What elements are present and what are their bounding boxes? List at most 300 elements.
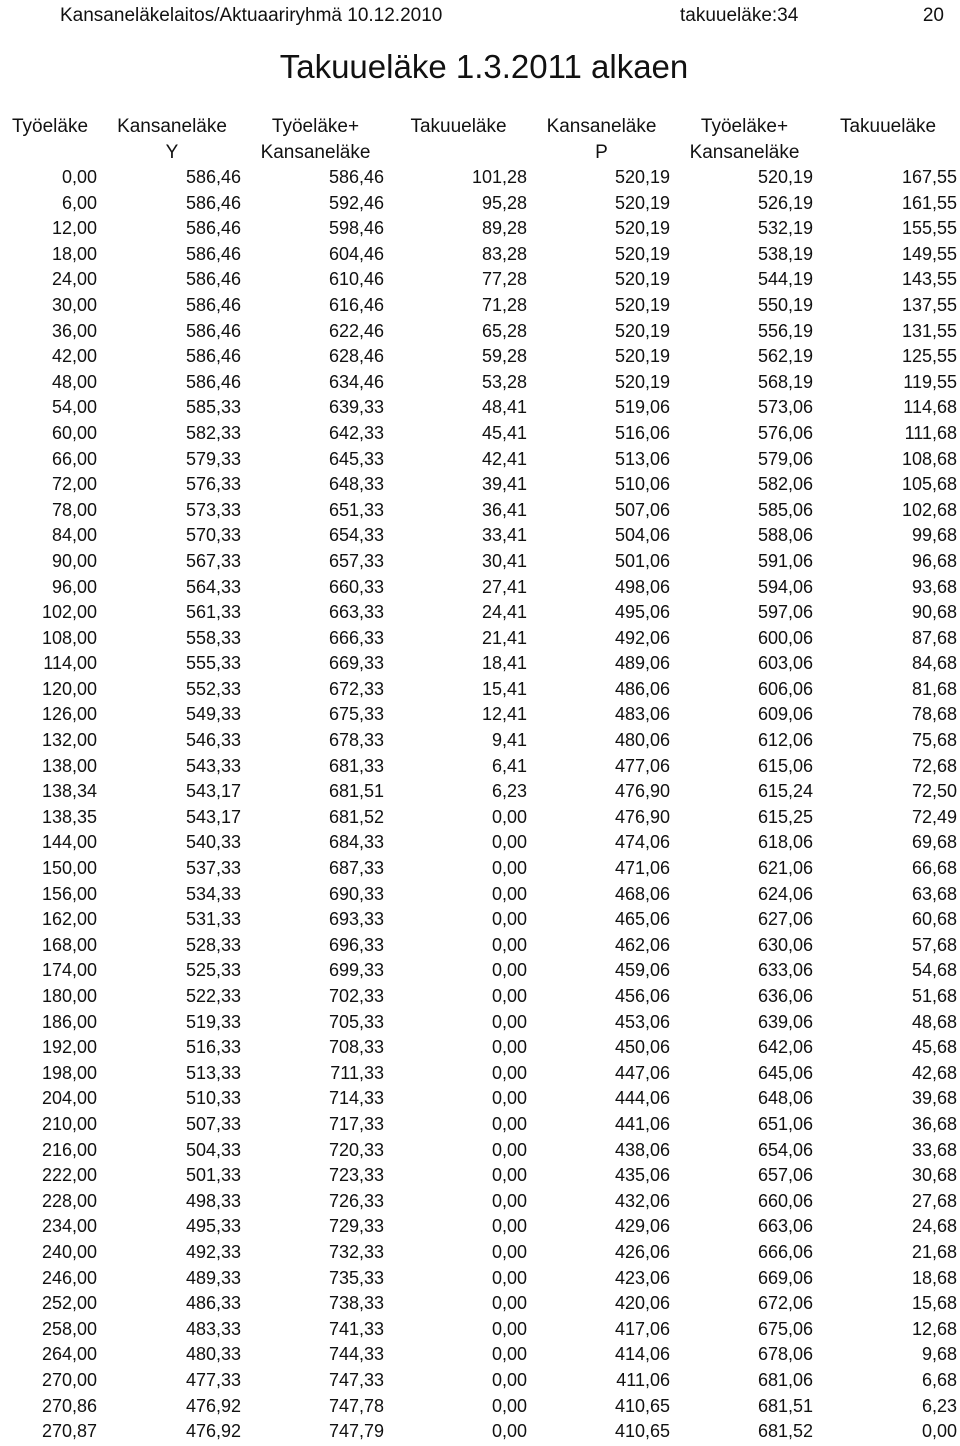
table-cell: 66,68: [911, 858, 957, 879]
table-cell: 53,28: [481, 371, 527, 392]
table-cell: 465,06: [614, 909, 670, 930]
table-cell: 586,46: [185, 218, 241, 239]
table-cell: 648,33: [328, 474, 384, 495]
table-cell: 42,00: [51, 346, 97, 367]
table-cell: 520,19: [614, 320, 670, 341]
table-cell: 0,00: [491, 1165, 527, 1186]
table-cell: 501,33: [185, 1165, 241, 1186]
table-row: [0, 472, 960, 498]
table-cell: 520,19: [757, 167, 813, 187]
table-cell: 510,06: [614, 474, 670, 495]
table-cell: 576,33: [185, 474, 241, 495]
table-row: [0, 830, 960, 856]
table-cell: 525,33: [185, 960, 241, 981]
column-subheader: P: [595, 142, 608, 163]
table-row: [0, 1419, 960, 1445]
table-cell: 591,06: [757, 550, 813, 571]
table-row: [0, 1086, 960, 1112]
table-cell: 438,06: [614, 1139, 670, 1160]
table-cell: 604,46: [328, 243, 384, 264]
table-cell: 168,00: [41, 934, 97, 955]
table-cell: 747,79: [328, 1421, 384, 1442]
table-cell: 447,06: [614, 1062, 670, 1083]
table-cell: 609,06: [757, 704, 813, 725]
table-cell: 476,90: [614, 806, 670, 827]
table-row: [0, 1266, 960, 1292]
table-cell: 90,00: [51, 550, 97, 571]
table-cell: 579,33: [185, 448, 241, 469]
table-cell: 477,33: [185, 1369, 241, 1390]
table-cell: 492,33: [185, 1241, 241, 1262]
table-cell: 624,06: [757, 883, 813, 904]
table-cell: 483,33: [185, 1318, 241, 1339]
table-cell: 15,68: [911, 1293, 957, 1314]
table-cell: 102,00: [41, 602, 97, 623]
table-cell: 654,33: [328, 525, 384, 546]
table-cell: 732,33: [328, 1241, 384, 1262]
table-cell: 89,28: [481, 218, 527, 239]
table-cell: 651,33: [328, 499, 384, 520]
table-cell: 639,33: [328, 397, 384, 418]
table-row: [0, 651, 960, 677]
table-cell: 586,46: [185, 243, 241, 264]
table-cell: 492,06: [614, 627, 670, 648]
table-cell: 726,33: [328, 1190, 384, 1211]
table-cell: 0,00: [491, 1369, 527, 1390]
table-cell: 119,55: [903, 371, 957, 392]
table-cell: 0,00: [491, 1088, 527, 1109]
table-cell: 72,50: [911, 781, 957, 802]
table-cell: 65,28: [481, 320, 527, 341]
table-cell: 114,00: [43, 653, 97, 674]
table-cell: 567,33: [185, 550, 241, 571]
table-cell: 681,51: [328, 781, 384, 802]
table-cell: 143,55: [901, 269, 957, 290]
table-row: [0, 933, 960, 959]
table-cell: 0,00: [491, 806, 527, 827]
table-cell: 180,00: [41, 986, 97, 1006]
table-cell: 639,06: [757, 1011, 813, 1032]
table-cell: 663,06: [757, 1216, 813, 1237]
table-cell: 78,00: [51, 499, 97, 520]
column-header: Työeläke+: [271, 116, 360, 137]
table-cell: 0,00: [921, 1421, 957, 1442]
table-cell: 0,00: [61, 167, 97, 187]
table-row: [0, 600, 960, 626]
table-cell: 489,06: [614, 653, 670, 674]
table-cell: 456,06: [614, 986, 670, 1006]
table-cell: 657,06: [757, 1165, 813, 1186]
table-cell: 432,06: [614, 1190, 670, 1211]
table-cell: 270,87: [41, 1421, 97, 1442]
table-cell: 540,33: [185, 832, 241, 853]
table-cell: 204,00: [41, 1088, 97, 1109]
table-cell: 549,33: [185, 704, 241, 725]
column-subheader: Y: [165, 142, 179, 163]
table-cell: 735,33: [328, 1267, 384, 1288]
table-cell: 507,33: [185, 1113, 241, 1134]
table-cell: 628,46: [328, 346, 384, 367]
table-cell: 96,00: [51, 576, 97, 597]
table-cell: 120,00: [41, 678, 97, 699]
table-cell: 606,06: [757, 678, 813, 699]
table-cell: 675,06: [757, 1318, 813, 1339]
table-cell: 0,00: [491, 1190, 527, 1211]
table-cell: 93,68: [911, 576, 957, 597]
table-cell: 108,00: [41, 627, 97, 648]
table-cell: 18,00: [51, 243, 97, 264]
table-cell: 564,33: [185, 576, 241, 597]
table-row: [0, 549, 960, 575]
table-cell: 570,33: [185, 525, 241, 546]
table-cell: 174,00: [41, 960, 97, 981]
table-cell: 538,19: [757, 243, 813, 264]
table-row: [0, 267, 960, 293]
table-cell: 615,24: [757, 781, 813, 802]
table-cell: 71,28: [481, 294, 527, 315]
table-cell: 720,33: [328, 1139, 384, 1160]
table-cell: 666,06: [757, 1241, 813, 1262]
table-cell: 6,23: [491, 781, 527, 802]
table-cell: 42,41: [481, 448, 527, 469]
column-subheader: Kansaneläke: [689, 142, 800, 163]
table-cell: 114,68: [903, 397, 957, 418]
table-cell: 520,19: [614, 269, 670, 290]
table-cell: 435,06: [614, 1165, 670, 1186]
table-cell: 59,28: [481, 346, 527, 367]
table-cell: 561,33: [185, 602, 241, 623]
table-cell: 621,06: [757, 858, 813, 879]
table-cell: 657,33: [328, 550, 384, 571]
table-cell: 240,00: [41, 1241, 97, 1262]
table-cell: 0,00: [491, 858, 527, 879]
table-row: [0, 498, 960, 524]
table-row: [0, 856, 960, 882]
table-cell: 669,33: [328, 653, 384, 674]
table-cell: 714,33: [328, 1088, 384, 1109]
table-row: [0, 191, 960, 217]
table-cell: 192,00: [41, 1037, 97, 1058]
table-cell: 30,41: [481, 550, 527, 571]
column-header: Kansaneläke: [117, 116, 227, 137]
table-cell: 586,46: [185, 269, 241, 290]
table-cell: 555,33: [185, 653, 241, 674]
table-cell: 462,06: [614, 934, 670, 955]
table-cell: 9,41: [491, 730, 527, 751]
table-cell: 83,28: [481, 243, 527, 264]
header-organization: Kansaneläkelaitos/Aktuaariryhmä 10.12.2010: [60, 5, 443, 26]
table-cell: 156,00: [41, 883, 97, 904]
table-cell: 615,25: [757, 806, 813, 827]
table-cell: 60,00: [51, 422, 97, 443]
table-cell: 495,33: [185, 1216, 241, 1237]
table-cell: 84,00: [51, 525, 97, 546]
table-cell: 519,06: [614, 397, 670, 418]
page-title: Takuueläke 1.3.2011 alkaen: [279, 48, 689, 85]
table-cell: 12,41: [481, 704, 527, 725]
table-cell: 471,06: [614, 858, 670, 879]
table-cell: 486,06: [614, 678, 670, 699]
column-header: Takuueläke: [839, 116, 937, 137]
table-cell: 0,00: [491, 883, 527, 904]
table-cell: 216,00: [41, 1139, 97, 1160]
table-row: [0, 1214, 960, 1240]
table-cell: 417,06: [614, 1318, 670, 1339]
table-cell: 513,06: [614, 448, 670, 469]
column-header: Työeläke: [11, 116, 89, 137]
table-cell: 510,33: [185, 1088, 241, 1109]
table-cell: 6,68: [921, 1369, 957, 1390]
header-row-2: [0, 140, 960, 165]
table-cell: 15,41: [481, 678, 527, 699]
table-cell: 543,17: [185, 806, 241, 827]
table-cell: 162,00: [41, 909, 97, 930]
table-row: [0, 1138, 960, 1164]
table-cell: 586,46: [185, 167, 241, 187]
table-cell: 51,68: [911, 986, 957, 1006]
table-cell: 75,68: [911, 730, 957, 751]
table-cell: 600,06: [757, 627, 813, 648]
table-cell: 699,33: [328, 960, 384, 981]
table-cell: 105,68: [901, 474, 957, 495]
table-cell: 723,33: [328, 1165, 384, 1186]
table-cell: 717,33: [328, 1113, 384, 1134]
table-row: [0, 805, 960, 831]
table-cell: 24,68: [911, 1216, 957, 1237]
table-cell: 520,19: [614, 371, 670, 392]
table-cell: 77,28: [481, 269, 527, 290]
table-cell: 33,68: [911, 1139, 957, 1160]
table-cell: 588,06: [757, 525, 813, 546]
table-cell: 81,68: [911, 678, 957, 699]
table-cell: 627,06: [757, 909, 813, 930]
table-cell: 672,33: [328, 678, 384, 699]
table-cell: 586,46: [185, 320, 241, 341]
table-cell: 528,33: [185, 934, 241, 955]
table-cell: 414,06: [614, 1344, 670, 1365]
table-cell: 126,00: [41, 704, 97, 725]
table-cell: 72,00: [51, 474, 97, 495]
table-row: [0, 728, 960, 754]
header-document-id: takuueläke:34: [680, 5, 799, 26]
table-cell: 99,68: [911, 525, 957, 546]
table-cell: 573,33: [185, 499, 241, 520]
table-row: [0, 395, 960, 421]
table-cell: 696,33: [328, 934, 384, 955]
table-cell: 634,46: [328, 371, 384, 392]
table-cell: 48,41: [481, 397, 527, 418]
table-row: [0, 677, 960, 703]
page-header: [0, 3, 960, 29]
table-header: [0, 114, 960, 165]
table-cell: 592,46: [328, 192, 384, 213]
table-cell: 441,06: [614, 1113, 670, 1134]
table-row: [0, 421, 960, 447]
table-cell: 18,41: [481, 653, 527, 674]
table-cell: 24,00: [51, 269, 97, 290]
table-row: [0, 1112, 960, 1138]
table-row: [0, 1061, 960, 1087]
table-cell: 586,46: [185, 294, 241, 315]
table-row: [0, 958, 960, 984]
table-cell: 520,19: [614, 218, 670, 239]
table-cell: 30,68: [911, 1165, 957, 1186]
table-cell: 0,00: [491, 1318, 527, 1339]
table-cell: 54,68: [911, 960, 957, 981]
table-cell: 234,00: [41, 1216, 97, 1237]
table-cell: 21,68: [911, 1241, 957, 1262]
table-cell: 27,41: [481, 576, 527, 597]
table-cell: 111,68: [904, 422, 957, 443]
table-cell: 72,68: [911, 755, 957, 776]
table-cell: 501,06: [614, 550, 670, 571]
table-cell: 630,06: [757, 934, 813, 955]
table-cell: 60,68: [911, 909, 957, 930]
table-cell: 90,68: [911, 602, 957, 623]
table-cell: 573,06: [757, 397, 813, 418]
table-cell: 270,00: [41, 1369, 97, 1390]
table-cell: 610,46: [328, 269, 384, 290]
table-cell: 138,00: [41, 755, 97, 776]
table-cell: 579,06: [757, 448, 813, 469]
table-cell: 489,33: [185, 1267, 241, 1288]
table-cell: 598,46: [328, 218, 384, 239]
table-row: [0, 1291, 960, 1317]
table-row: [0, 1189, 960, 1215]
table-cell: 33,41: [481, 525, 527, 546]
page-number: 20: [922, 5, 944, 26]
column-subheader: [387, 140, 530, 165]
table-cell: 562,19: [757, 346, 813, 367]
table-cell: 516,33: [185, 1037, 241, 1058]
table-cell: 537,33: [185, 858, 241, 879]
table-cell: 645,06: [757, 1062, 813, 1083]
table-cell: 474,06: [614, 832, 670, 853]
table-cell: 246,00: [41, 1267, 97, 1288]
table-cell: 36,68: [911, 1113, 957, 1134]
table-row: [0, 984, 960, 1010]
table-cell: 648,06: [757, 1088, 813, 1109]
table-cell: 131,55: [901, 320, 957, 341]
table-cell: 693,33: [328, 909, 384, 930]
table-cell: 480,06: [614, 730, 670, 751]
table-row: [0, 779, 960, 805]
header-row-1: [0, 114, 960, 140]
table-cell: 69,68: [911, 832, 957, 853]
table-cell: 519,33: [185, 1011, 241, 1032]
table-cell: 520,19: [614, 167, 670, 187]
table-cell: 645,33: [328, 448, 384, 469]
table-cell: 486,33: [185, 1293, 241, 1314]
table-cell: 669,06: [757, 1267, 813, 1288]
table-row: [0, 447, 960, 473]
table-cell: 681,52: [757, 1421, 813, 1442]
table-cell: 36,41: [481, 499, 527, 520]
table-cell: 423,06: [614, 1267, 670, 1288]
table-cell: 622,46: [328, 320, 384, 341]
table-cell: 586,46: [185, 192, 241, 213]
table-cell: 410,65: [614, 1421, 670, 1442]
table-cell: 57,68: [911, 934, 957, 955]
table-cell: 651,06: [757, 1113, 813, 1134]
table-cell: 0,00: [491, 1216, 527, 1237]
table-cell: 96,68: [911, 550, 957, 571]
table-cell: 586,46: [328, 167, 384, 187]
table-cell: 45,68: [911, 1037, 957, 1058]
table-cell: 687,33: [328, 858, 384, 879]
table-cell: 582,33: [185, 422, 241, 443]
table-cell: 520,19: [614, 346, 670, 367]
table-cell: 681,06: [757, 1369, 813, 1390]
table-cell: 534,33: [185, 883, 241, 904]
table-cell: 108,68: [901, 448, 957, 469]
table-cell: 498,33: [185, 1190, 241, 1211]
table-cell: 84,68: [911, 653, 957, 674]
table-cell: 222,00: [41, 1165, 97, 1186]
table-cell: 618,06: [757, 832, 813, 853]
table-cell: 228,00: [41, 1190, 97, 1211]
table-cell: 483,06: [614, 704, 670, 725]
table-cell: 9,68: [921, 1344, 957, 1365]
table-cell: 690,33: [328, 883, 384, 904]
table-cell: 0,00: [491, 1344, 527, 1365]
table-cell: 586,46: [185, 371, 241, 392]
table-row: [0, 1342, 960, 1368]
table-cell: 264,00: [41, 1344, 97, 1365]
table-cell: 543,33: [185, 755, 241, 776]
table-cell: 0,00: [491, 1011, 527, 1032]
table-cell: 678,33: [328, 730, 384, 751]
table-cell: 0,00: [491, 1293, 527, 1314]
table-cell: 546,33: [185, 730, 241, 751]
column-header: Takuueläke: [410, 116, 507, 137]
table-cell: 708,33: [328, 1037, 384, 1058]
table-cell: 450,06: [614, 1037, 670, 1058]
table-cell: 522,33: [185, 986, 241, 1006]
table-cell: 0,00: [491, 934, 527, 955]
table-cell: 411,06: [616, 1369, 670, 1390]
table-cell: 705,33: [328, 1011, 384, 1032]
table-cell: 684,33: [328, 832, 384, 853]
table-row: [0, 575, 960, 601]
table-cell: 729,33: [328, 1216, 384, 1237]
table-cell: 594,06: [757, 576, 813, 597]
table-cell: 520,19: [614, 243, 670, 264]
table-cell: 666,33: [328, 627, 384, 648]
table-cell: 132,00: [41, 730, 97, 751]
table-cell: 660,06: [757, 1190, 813, 1211]
table-cell: 531,33: [185, 909, 241, 930]
table-body: [0, 165, 960, 1445]
table-cell: 615,06: [757, 755, 813, 776]
table-cell: 24,41: [481, 602, 527, 623]
table-cell: 675,33: [328, 704, 384, 725]
column-subheader: Kansaneläke: [260, 142, 371, 163]
table-cell: 21,41: [481, 627, 527, 648]
table-cell: 504,33: [185, 1139, 241, 1160]
table-cell: 636,06: [757, 986, 813, 1006]
table-row: [0, 319, 960, 345]
table-cell: 42,68: [911, 1062, 957, 1083]
table-cell: 6,41: [491, 755, 527, 776]
table-cell: 476,92: [185, 1421, 241, 1442]
table-cell: 459,06: [614, 960, 670, 981]
table-cell: 476,90: [614, 781, 670, 802]
table-cell: 144,00: [41, 832, 97, 853]
table-cell: 270,86: [41, 1395, 97, 1416]
table-cell: 744,33: [328, 1344, 384, 1365]
table-cell: 747,33: [328, 1369, 384, 1390]
